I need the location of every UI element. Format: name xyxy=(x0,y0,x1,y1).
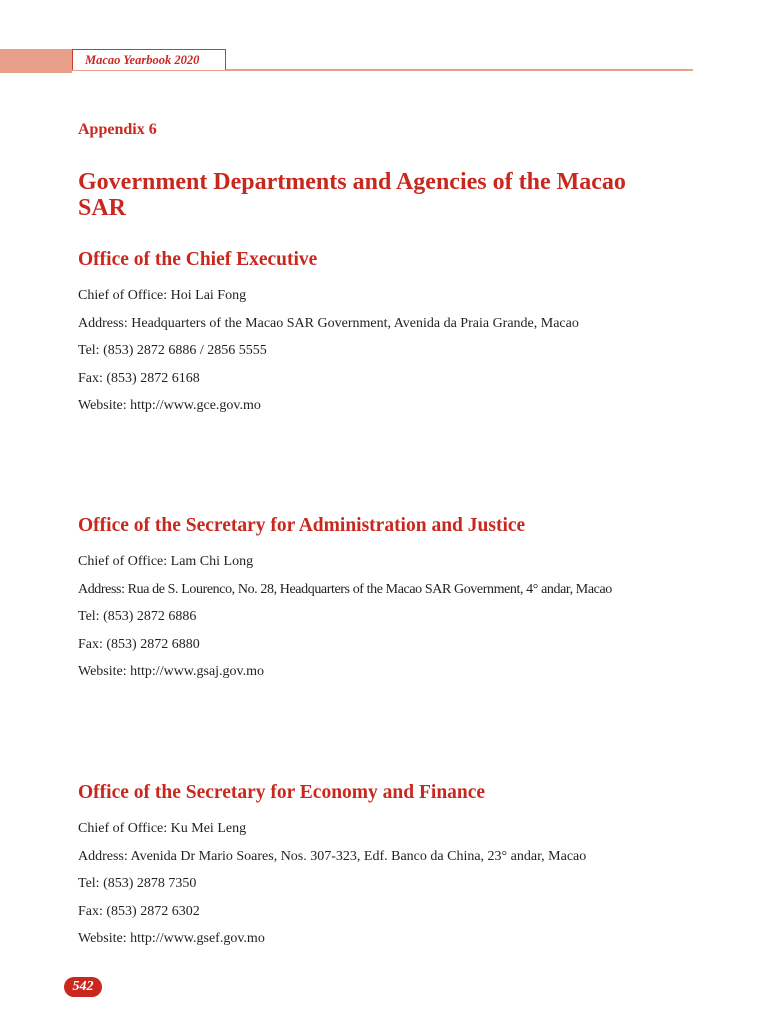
chief-of-office: Chief of Office: Lam Chi Long xyxy=(78,554,254,569)
chief-of-office: Chief of Office: Hoi Lai Fong xyxy=(78,288,247,303)
running-title: Macao Yearbook 2020 xyxy=(85,53,200,67)
website-link[interactable]: Website: http://www.gsef.gov.mo xyxy=(78,931,265,946)
section-heading: Office of the Secretary for Administration and Justice xyxy=(78,515,526,536)
section-chief-executive xyxy=(78,248,718,420)
chief-of-office: Chief of Office: Ku Mei Leng xyxy=(78,821,247,836)
section-economy-finance xyxy=(78,781,718,953)
page-title: Government Departments and Agencies of the Macao SAR xyxy=(78,169,626,221)
address: Address: Avenida Dr Mario Soares, Nos. 307-323, Edf. Banco da China, 23° andar, Macao xyxy=(78,848,587,864)
section-administration-justice xyxy=(78,514,718,686)
appendix-label: Appendix 6 xyxy=(78,121,157,138)
website-link[interactable]: Website: http://www.gce.gov.mo xyxy=(78,398,261,413)
telephone: Tel: (853) 2872 6886 / 2856 5555 xyxy=(78,343,267,358)
telephone: Tel: (853) 2878 7350 xyxy=(78,876,197,891)
header-accent-bar xyxy=(0,49,72,73)
page-number: 542 xyxy=(64,977,102,997)
section-heading: Office of the Chief Executive xyxy=(78,249,318,270)
fax: Fax: (853) 2872 6880 xyxy=(78,636,200,652)
telephone: Tel: (853) 2872 6886 xyxy=(78,609,197,624)
address: Address: Headquarters of the Macao SAR Government, Avenida da Praia Grande, Macao xyxy=(78,315,579,331)
fax: Fax: (853) 2872 6168 xyxy=(78,370,200,386)
fax: Fax: (853) 2872 6302 xyxy=(78,903,200,919)
section-heading: Office of the Secretary for Economy and Finance xyxy=(78,782,486,803)
address: Address: Rua de S. Lourenco, No. 28, Headquarters of the Macao SAR Government, 4° andar, Macao xyxy=(78,581,612,597)
website-link[interactable]: Website: http://www.gsaj.gov.mo xyxy=(78,664,265,679)
